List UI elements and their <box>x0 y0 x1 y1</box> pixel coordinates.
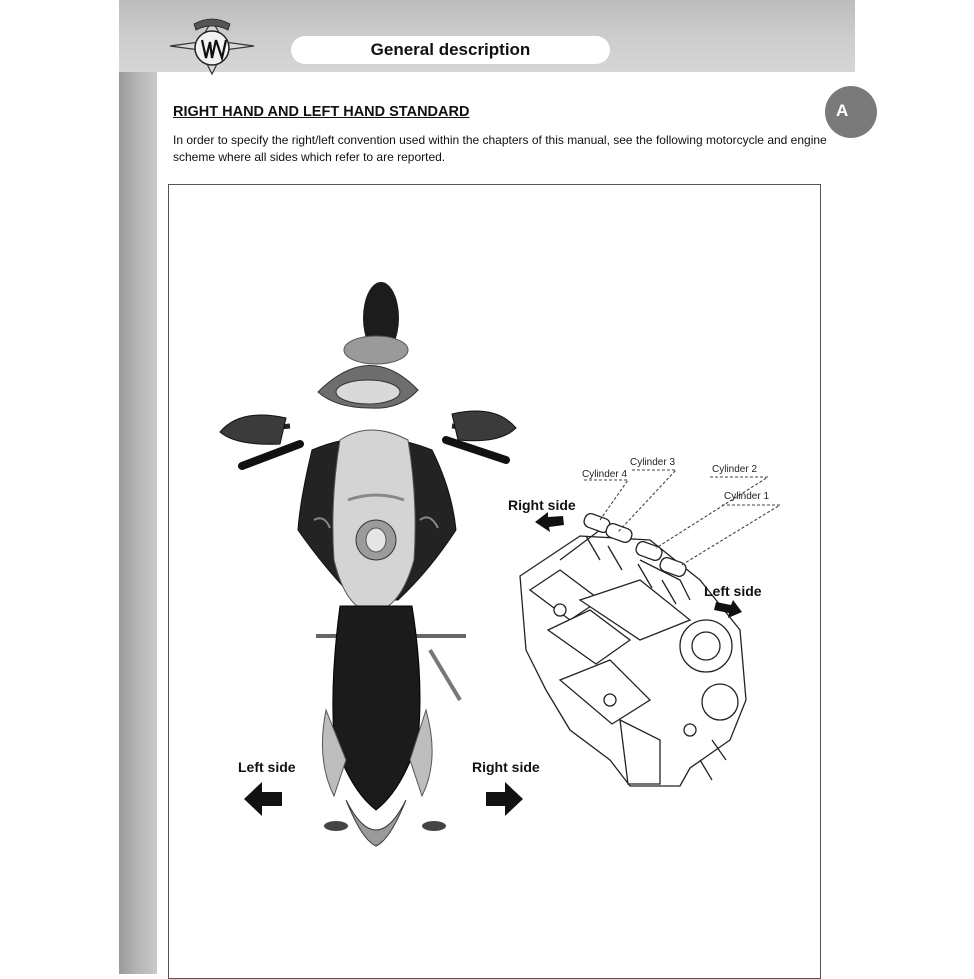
section-title: RIGHT HAND AND LEFT HAND STANDARD <box>173 104 470 120</box>
engine-left-side-label: Left side <box>704 583 762 599</box>
motorcycle-right-arrow-icon <box>486 782 523 816</box>
cylinder-2-label: Cylinder 2 <box>712 464 758 475</box>
motorcycle-left-arrow-icon <box>244 782 282 816</box>
chapter-tab-letter: A <box>836 101 849 120</box>
motorcycle-right-side-label: Right side <box>472 759 540 775</box>
engine-right-arrow-icon <box>535 512 564 532</box>
intro-paragraph: In order to specify the right/left convention used within the chapters of this manual, see the following motorcycle and engine scheme where all sides which refer to are reported. <box>173 133 827 164</box>
engine-right-side-label: Right side <box>508 497 576 513</box>
cylinder-3-label: Cylinder 3 <box>630 457 676 468</box>
cylinder-4-label: Cylinder 4 <box>582 469 628 480</box>
cylinder-1-label: Cylinder 1 <box>724 491 770 502</box>
engine-scheme-drawing <box>520 512 746 786</box>
page-header-title: General description <box>291 36 610 64</box>
motorcycle-left-side-label: Left side <box>238 759 296 775</box>
